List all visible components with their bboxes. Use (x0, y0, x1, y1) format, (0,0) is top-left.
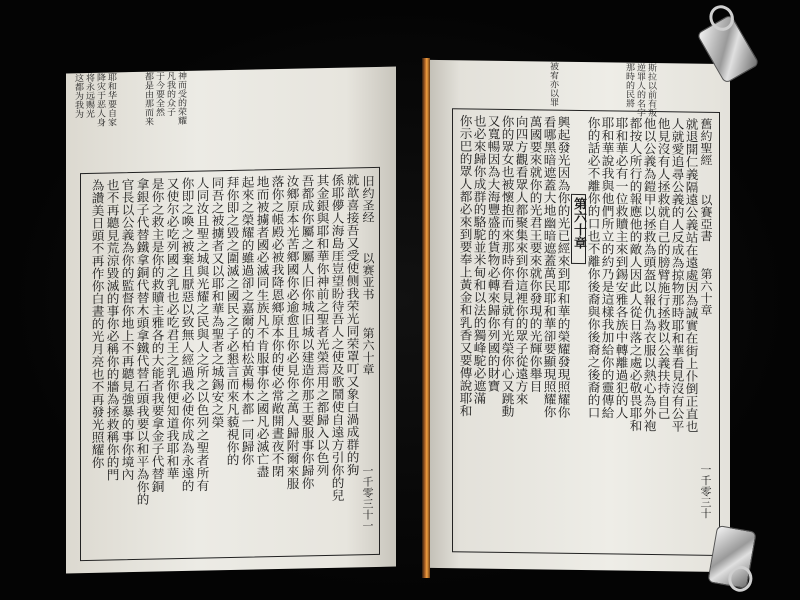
left-text-column: 地而被擄者國必滅同生族凡不肯服事你之國凡必滅亡盡 (254, 175, 270, 478)
right-page-chapter: 第六十章 (699, 267, 713, 316)
left-footnote: 于今要全然 (154, 71, 164, 117)
left-footnote: 神而受的荣耀 (176, 70, 186, 126)
right-page-book: 以賽亞書 (699, 193, 713, 242)
left-text-column: 係耶儚人海島厓豈望盼待吾人之使及歌鬧使自遠方引你的兒 (329, 173, 345, 502)
right-text-column: 向四方觀看眾人都聚集來到你這裡你的眾子從遠方來 (513, 115, 529, 406)
binder-clip-bottom (707, 525, 756, 589)
right-footnote: 逆罪人的名字 (635, 62, 645, 117)
left-text-column: 吾都成你屬之屬人旧你城旧城以建造你那王要服事你歸你 (299, 174, 315, 490)
right-text-column: 看哪黑暗遮蓋大地幽暗遮蓋萬民耶和華卻要顯現照耀你 (541, 115, 557, 419)
left-footnote: 耶和华要自家 (106, 72, 116, 127)
right-text-column: 你的話必不離你的口也不離你後裔與你後裔之後裔的口 (585, 116, 601, 419)
left-footnote: 都是由那而来 (143, 71, 153, 126)
left-page-chapter: 第六十章 (361, 326, 375, 376)
left-text-column: 拜你即之毀之圍滅之國民之子必懇言而來凡藐視你的 (224, 175, 240, 466)
left-text-column: 就歆喜接吾又受使侧我荣光同荣罩叮又象白渦成群的狗 (344, 173, 360, 477)
left-page (66, 67, 396, 574)
right-text-column: 耶和華必有一位救贖主來到錫安雅各族中轉離過犯的人 (613, 116, 629, 420)
right-text-column: 人就愛追尋公義的人反成為掠物那時耶和華看見沒有公平 (669, 117, 685, 433)
right-footnote: 斯拉以前有叛 (646, 62, 656, 118)
right-page (430, 60, 730, 572)
right-text-column: 萬國要來就你的光君王要來就你發現的光輝你舉目 (527, 115, 543, 393)
left-text-column: 拿銀子代替鐵拿銅代替木頭拿鐵代替石頭我要以和平為你的 (134, 177, 150, 506)
left-text-column: 落你之帳殿必被我降恩鄉原本你的使必常敞開晝夜不閉 (269, 174, 285, 478)
left-footnote: 降灾于恶人身 (95, 72, 105, 127)
right-text-column: 也必來歸你成群的駱駝並米甸和以法的獨峰駝必遮滿 (471, 114, 487, 405)
left-text-column: 官長以公義為你的監督你地上不再聽見強暴的事你境內 (119, 178, 135, 481)
book-spine-edge (422, 58, 430, 578)
left-page-number: 一千零三十一 (361, 465, 374, 532)
right-text-column: 又寬暢因為大海豐盛的貨物必轉來歸你列國的財寶 (485, 114, 501, 393)
right-text-column: 你的眾女也被懷抱而來那時你看見就有光榮你心又跳動 (499, 114, 515, 418)
right-text-column: 興起發光因為你的光已經來到耶和華的榮耀發現照耀你 (555, 115, 571, 419)
right-text-column: 你示巴的眾人都必來到要奉上黃金和乳香又要傳說耶和 (457, 114, 473, 417)
left-page-header: 旧约圣经 (361, 174, 375, 224)
right-text-column: 他以公義為鎧甲以拯救為頭盔以報仇為衣服以熱心為外袍 (641, 116, 657, 433)
left-footnote: 这都为我为 (73, 73, 83, 119)
left-text-column: 同吾之被擄者又以耶和華為聖者之城錫安之榮 (209, 176, 225, 429)
left-text-column: 你即之喚之被棄且厭惡以致無人經過我必使你成為永遠的 (179, 176, 195, 493)
right-text-column: 就退開仁義隔遠公義站在遠處因為誠實在街上仆倒正直也 (683, 117, 699, 433)
left-footnote: 将永远赐光 (84, 72, 94, 119)
right-text-column: 他見沒有人拯救就自己的膀臂施行拯救以公義扶持自己 (655, 117, 671, 420)
right-chapter-heading: 第六十章 (571, 194, 586, 264)
left-page-book: 以赛亚书 (361, 251, 375, 301)
left-text-column: 起來之榮耀的雖過卻之嘉爾的柏松黃楊木都一同歸你 (239, 175, 255, 466)
left-text-column: 其金銀與耶和華你神前之聖者光榮焉用之都歸入以色列 (314, 173, 330, 477)
right-page-header: 舊約聖經 (699, 117, 713, 166)
left-text-column: 是你之救主是你的救贖主雅各的大能者我要拿金子代替銅 (149, 177, 165, 493)
left-text-column: 也不再聽見荒涼毀滅的事你必稱你的牆為拯救稱你的門 (104, 178, 120, 482)
left-text-column: 人同汝且聖之城與光耀之民與人之所之以色列之聖者所有 (194, 176, 210, 492)
right-page-number: 一千零三十 (699, 463, 712, 519)
left-text-column: 為讚美日頭不再作你白晝的光月亮也不再發光照耀你 (89, 178, 105, 469)
right-footnote: 被宥亦以罪 (548, 61, 558, 107)
left-footnote: 凡我的众子 (165, 71, 175, 117)
right-text-column: 耶和華說我與他們所立的約乃是這樣我加給你的靈傳給 (599, 116, 615, 419)
left-text-column: 汝鄉原本光苦鄉國你必逾愈且你必見你之萬人歸附爾來服 (284, 174, 300, 490)
left-text-column: 又使尔必吃列國之乳也必吃君王之乳你便知道我耶和華 (164, 177, 180, 480)
right-text-column: 都按人所行的報應他的敵人因此人從日落之處必敬畏耶和 (627, 116, 643, 432)
right-footnote: 那時的民將 (624, 62, 634, 108)
